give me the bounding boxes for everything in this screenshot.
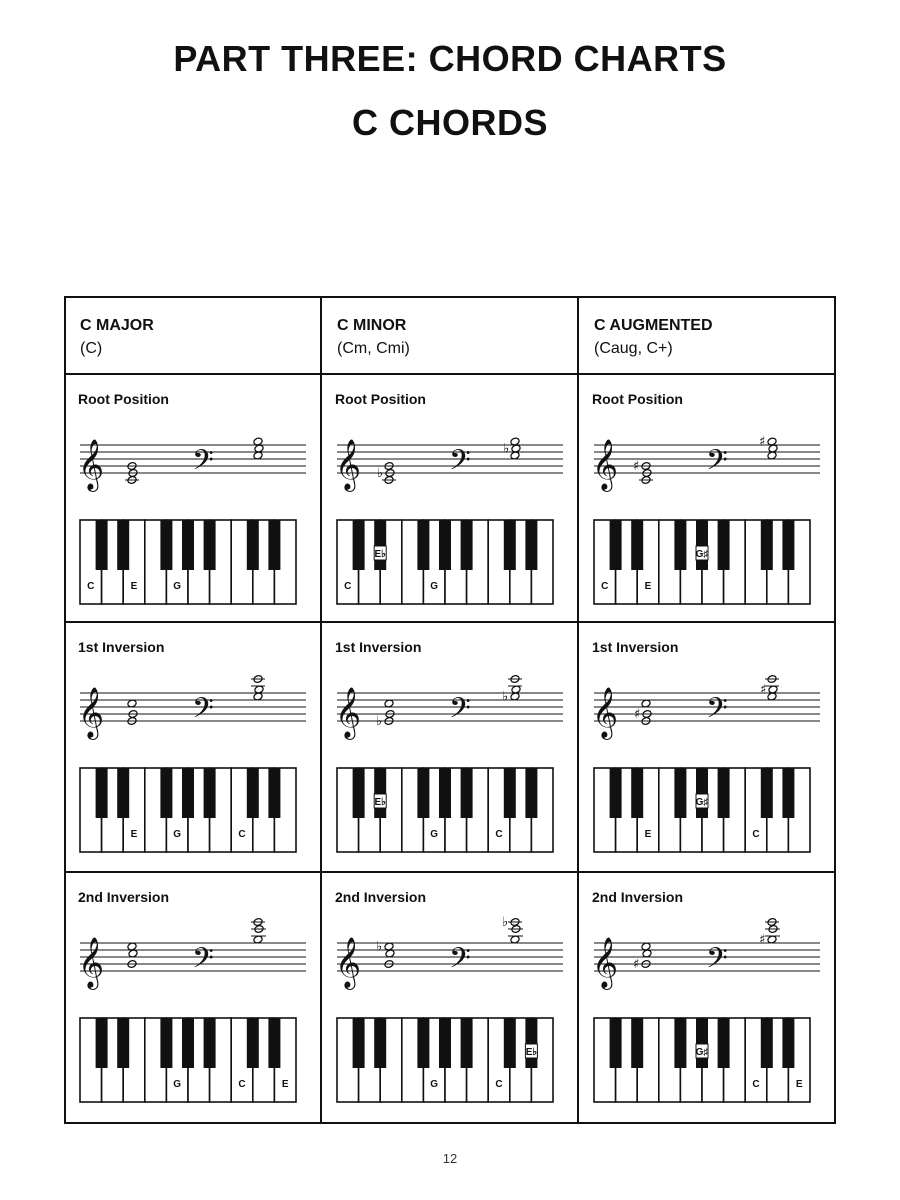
chord-name: C AUGMENTED [594,317,713,334]
key-label: G [430,829,439,840]
treble-clef-icon: 𝄞 [335,439,362,490]
black-key [761,1018,773,1068]
black-key [247,1018,259,1068]
black-key [610,1018,622,1068]
sharp-icon: ♯ [634,707,641,722]
chord-chart-grid [64,296,836,1124]
chord-cell [335,639,563,852]
black-key [439,1018,451,1068]
black-key [631,768,643,818]
key-label: G [173,829,182,840]
treble-clef-icon: 𝄞 [78,937,105,988]
treble-clef-icon: 𝄞 [78,439,105,490]
black-key [268,1018,280,1068]
black-key [417,1018,429,1068]
black-key [631,520,643,570]
black-key [353,520,365,570]
black-key [204,768,216,818]
black-key [461,520,473,570]
position-label: Root Position [592,391,683,407]
chord-column-header [594,317,713,357]
black-key [353,768,365,818]
black-key [696,520,708,570]
chord-name: C MAJOR [80,317,154,334]
key-label: C [495,829,503,840]
key-label: E [644,581,652,592]
black-key [417,520,429,570]
position-label: 2nd Inversion [592,889,684,905]
black-key [782,520,794,570]
black-key [461,768,473,818]
black-key [782,1018,794,1068]
key-label: C [752,829,760,840]
black-key [525,1018,537,1068]
bass-clef-icon: 𝄢 [449,692,471,732]
key-label: G [430,1079,439,1090]
page-subtitle: C CHORDS [351,102,548,143]
position-label: 2nd Inversion [335,889,427,905]
black-key [696,1018,708,1068]
chord-cell [335,391,563,604]
treble-clef-icon: 𝄞 [592,937,619,988]
chord-alt-names: (Caug, C+) [594,340,673,357]
black-key [96,768,108,818]
black-key [439,520,451,570]
black-key [247,520,259,570]
chord-alt-names: (Cm, Cmi) [337,340,410,357]
key-label: C [601,581,609,592]
key-label: E [130,829,138,840]
black-key [610,520,622,570]
black-key [504,1018,516,1068]
page-number: 12 [442,1151,458,1166]
bass-clef-icon: 𝄢 [449,942,471,982]
black-key [525,520,537,570]
key-label: G♯ [695,797,709,808]
black-key [96,1018,108,1068]
black-key [631,1018,643,1068]
black-key [117,1018,129,1068]
position-label: 1st Inversion [78,639,165,655]
flat-icon: ♭ [377,466,384,481]
black-key [182,520,194,570]
key-label: C [87,581,95,592]
position-label: Root Position [335,391,426,407]
treble-clef-icon: 𝄞 [78,687,105,738]
key-label: C [238,829,246,840]
key-label: C [752,1079,760,1090]
key-label: E♭ [525,1047,538,1058]
black-key [782,768,794,818]
key-label: E [281,1079,289,1090]
key-label: E♭ [374,797,386,808]
black-key [761,520,773,570]
chord-cell [592,889,820,1102]
sharp-icon: ♯ [759,932,766,948]
flat-icon: ♭ [376,714,383,729]
bass-clef-icon: 𝄢 [192,692,214,732]
black-key [417,768,429,818]
black-key [268,520,280,570]
black-key [718,1018,730,1068]
key-label: C [238,1079,246,1090]
chord-cell [592,391,820,604]
key-label: E [130,581,138,592]
chord-cell [78,889,306,1102]
black-key [117,768,129,818]
black-key [204,520,216,570]
chord-cell [78,639,306,852]
flat-icon: ♭ [502,689,509,705]
key-label: E [795,1079,803,1090]
flat-icon: ♭ [503,441,510,457]
black-key [182,768,194,818]
chord-column-header [80,317,154,357]
black-key [160,520,172,570]
black-key [353,1018,365,1068]
black-key [504,768,516,818]
page-title: PART THREE: CHORD CHARTS [173,38,727,79]
key-label: G [173,581,182,592]
black-key [160,768,172,818]
position-label: 2nd Inversion [78,889,170,905]
position-label: 1st Inversion [592,639,679,655]
black-key [204,1018,216,1068]
chord-cell [78,391,306,604]
black-key [374,520,386,570]
bass-clef-icon: 𝄢 [449,444,471,484]
position-label: Root Position [78,391,169,407]
black-key [718,520,730,570]
black-key [117,520,129,570]
key-label: G [173,1079,182,1090]
black-key [674,520,686,570]
black-key [160,1018,172,1068]
black-key [374,768,386,818]
key-label: G [430,581,439,592]
sharp-icon: ♯ [759,434,766,450]
key-label: C [344,581,352,592]
bass-clef-icon: 𝄢 [192,444,214,484]
sharp-icon: ♯ [633,459,640,474]
black-key [182,1018,194,1068]
chord-alt-names: (C) [80,340,103,357]
key-label: G♯ [695,1047,709,1058]
chord-cell [592,639,820,852]
flat-icon: ♭ [376,939,383,955]
black-key [674,1018,686,1068]
bass-clef-icon: 𝄢 [706,444,728,484]
key-label: C [495,1079,503,1090]
black-key [439,768,451,818]
bass-clef-icon: 𝄢 [706,692,728,732]
chord-name: C MINOR [337,317,407,334]
treble-clef-icon: 𝄞 [335,687,362,738]
black-key [461,1018,473,1068]
black-key [268,768,280,818]
sharp-icon: ♯ [760,682,767,698]
chord-cell [335,889,563,1102]
black-key [718,768,730,818]
black-key [761,768,773,818]
bass-clef-icon: 𝄢 [706,942,728,982]
position-label: 1st Inversion [335,639,422,655]
key-label: G♯ [695,549,709,560]
chord-column-header [337,317,410,357]
black-key [674,768,686,818]
black-key [504,520,516,570]
black-key [610,768,622,818]
treble-clef-icon: 𝄞 [592,439,619,490]
key-label: E♭ [374,549,386,560]
treble-clef-icon: 𝄞 [335,937,362,988]
key-label: E [644,829,652,840]
black-key [696,768,708,818]
bass-clef-icon: 𝄢 [192,942,214,982]
sharp-icon: ♯ [633,957,640,972]
treble-clef-icon: 𝄞 [592,687,619,738]
black-key [247,768,259,818]
black-key [525,768,537,818]
black-key [374,1018,386,1068]
flat-icon: ♭ [502,915,509,930]
black-key [96,520,108,570]
